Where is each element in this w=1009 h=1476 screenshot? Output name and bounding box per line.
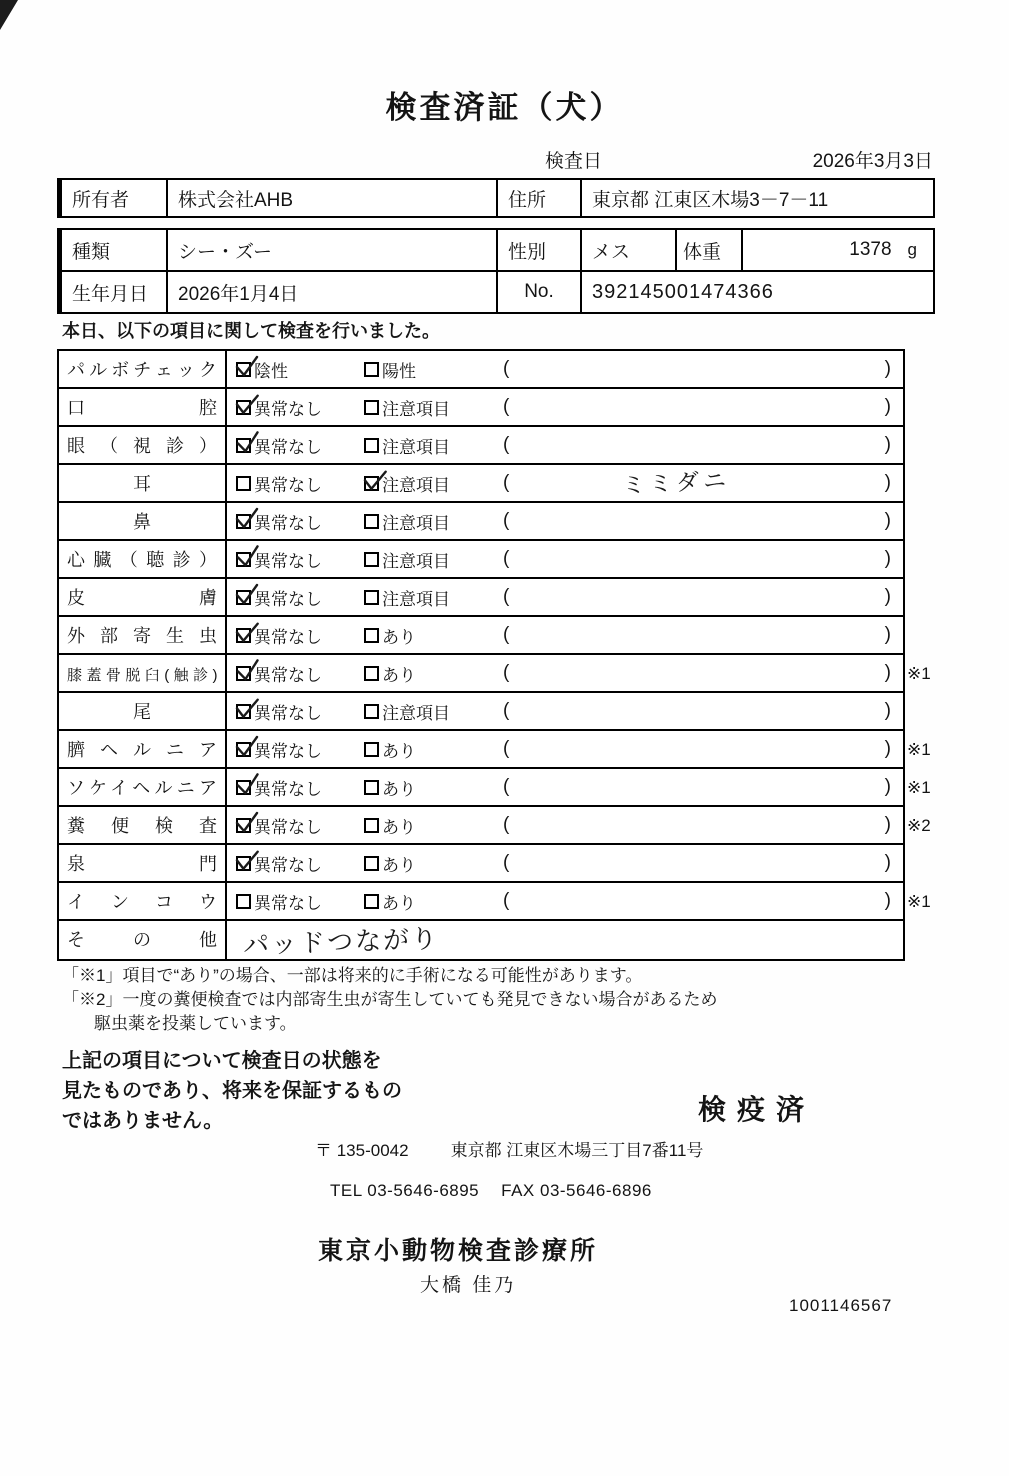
paren-close: )	[884, 586, 891, 607]
paren-close: )	[884, 434, 891, 455]
exam-footnote-mark: ※1	[907, 664, 931, 683]
exam-item-label: 口腔	[59, 389, 227, 425]
exam-item-label: 膝蓋骨脱臼(触診)	[59, 655, 227, 691]
checkbox-icon	[236, 856, 251, 871]
option-label: 陰性	[254, 361, 288, 381]
exam-note-area	[497, 655, 903, 691]
disclaimer-line-1: 上記の項目について検査日の状態を	[62, 1050, 382, 1072]
option-label: 異常なし	[254, 817, 322, 837]
statement-text: 本日、以下の項目に関して検査を行いました。	[62, 321, 440, 341]
postal-code: 〒 135-0042	[315, 1141, 409, 1160]
exam-note-area	[497, 617, 903, 653]
exam-option-1	[227, 541, 360, 577]
option-label: 陽性	[382, 361, 416, 381]
exam-row	[59, 579, 903, 617]
birthdate-value: 2026年1月4日	[168, 272, 498, 312]
weight-label: 体重	[677, 230, 743, 270]
check-mark-icon	[234, 354, 260, 379]
checkbox-icon	[364, 400, 379, 415]
check-mark-icon	[361, 467, 389, 494]
option-label: 異常なし	[254, 703, 322, 723]
exam-note-area	[497, 503, 903, 539]
paren-close: )	[884, 548, 891, 569]
exam-item-label: 皮膚	[59, 579, 227, 615]
option-label: 異常なし	[254, 589, 322, 609]
paren-open: (	[503, 358, 510, 379]
checkbox-icon	[364, 894, 379, 909]
paren-close: )	[884, 396, 891, 417]
checkbox-icon	[364, 780, 379, 795]
exam-table	[57, 349, 931, 961]
exam-item-label: 糞便検査	[59, 807, 227, 843]
clinic-address: 東京都 江東区木場三丁目7番11号	[450, 1141, 704, 1160]
paren-close: )	[884, 814, 891, 835]
paren-close: )	[884, 852, 891, 873]
veterinarian-name: 大橋 佳乃	[420, 1275, 517, 1296]
checkbox-icon	[236, 362, 251, 377]
footnote-1: 「※1」項目で“あり”の場合、一部は将来的に手術になる可能性があります。	[62, 966, 643, 985]
clinic-contact-row	[330, 1181, 652, 1201]
option-label: 異常なし	[254, 779, 322, 799]
serial-number: 1001146567	[789, 1296, 893, 1315]
checkbox-icon	[236, 438, 251, 453]
paren-open: (	[503, 738, 510, 759]
footnotes	[62, 964, 717, 1036]
exam-row	[59, 465, 903, 503]
exam-row	[59, 807, 931, 845]
exam-option-1	[227, 617, 360, 653]
exam-note-area	[497, 579, 903, 615]
clinic-address-row	[315, 1136, 703, 1161]
paren-close: )	[884, 358, 891, 379]
paren-open: (	[503, 662, 510, 683]
exam-option-2	[360, 693, 497, 729]
exam-option-2	[360, 465, 497, 501]
exam-note-handwritten: パッドつながり	[242, 922, 440, 960]
exam-option-2	[360, 579, 497, 615]
check-mark-icon	[234, 506, 260, 531]
checkbox-icon	[236, 628, 251, 643]
paren-close: )	[884, 890, 891, 911]
checkbox-icon	[236, 704, 251, 719]
exam-row	[59, 731, 931, 769]
check-mark-icon	[234, 810, 260, 835]
breed-label: 種類	[62, 230, 168, 270]
checkbox-icon	[364, 514, 379, 529]
option-label: 異常なし	[254, 551, 322, 571]
exam-option-1	[227, 427, 360, 463]
option-label: 注意項目	[382, 551, 450, 571]
exam-option-2	[360, 351, 497, 387]
exam-row	[59, 845, 903, 883]
checkbox-icon	[364, 590, 379, 605]
pet-row-2	[62, 270, 933, 312]
option-label: あり	[382, 779, 416, 799]
exam-option-2	[360, 389, 497, 425]
exam-option-2	[360, 617, 497, 653]
option-label: あり	[382, 817, 416, 837]
exam-option-1	[227, 655, 360, 691]
exam-option-2	[360, 731, 497, 767]
paren-open: (	[503, 510, 510, 531]
option-label: 注意項目	[382, 475, 450, 495]
exam-note-area	[497, 731, 903, 767]
exam-row	[59, 427, 903, 465]
exam-option-1	[227, 731, 360, 767]
breed-value: シー・ズー	[168, 230, 498, 270]
check-mark-icon	[234, 429, 261, 455]
exam-row	[59, 693, 903, 731]
option-label: 異常なし	[254, 855, 322, 875]
checkbox-icon	[364, 704, 379, 719]
exam-option-2	[360, 655, 497, 691]
clinic-name: 東京小動物検査診療所	[318, 1237, 599, 1265]
checkbox-icon	[364, 552, 379, 567]
paren-open: (	[503, 472, 510, 493]
inspection-date-row	[545, 146, 933, 173]
exam-row	[59, 541, 903, 579]
exam-option-1	[227, 579, 360, 615]
exam-item-label: その他	[59, 921, 227, 959]
exam-option-2	[360, 541, 497, 577]
paren-close: )	[884, 624, 891, 645]
exam-item-label: ソケイヘルニア	[59, 769, 227, 805]
checkbox-icon	[364, 856, 379, 871]
option-label: 異常なし	[254, 627, 322, 647]
exam-note-area	[497, 883, 903, 919]
checkbox-icon	[364, 476, 379, 491]
option-label: 注意項目	[382, 703, 450, 723]
paren-close: )	[884, 776, 891, 797]
address-value: 東京都 江東区木場3－7－11	[592, 189, 829, 211]
pet-table	[57, 228, 935, 314]
checkbox-icon	[364, 628, 379, 643]
paren-open: (	[503, 434, 510, 455]
birthdate-label: 生年月日	[62, 272, 168, 312]
paren-open: (	[503, 548, 510, 569]
option-label: 注意項目	[382, 589, 450, 609]
number-value: 392145001474366	[592, 280, 774, 303]
exam-note-area	[497, 351, 903, 387]
check-mark-icon	[233, 391, 261, 418]
quarantine-stamp: 検疫済	[698, 1094, 816, 1125]
checkbox-icon	[364, 742, 379, 757]
exam-footnote-mark: ※2	[907, 816, 931, 835]
check-mark-icon	[233, 619, 261, 646]
option-label: あり	[382, 893, 416, 913]
disclaimer-line-2: 見たものであり、将来を保証するもの	[62, 1080, 402, 1102]
option-label: あり	[382, 855, 416, 875]
exam-option-2	[360, 845, 497, 881]
exam-item-label: 尾	[59, 693, 227, 729]
exam-row	[59, 769, 931, 807]
tel-number: TEL 03-5646-6895	[330, 1181, 480, 1200]
exam-footnote-mark: ※1	[907, 740, 931, 759]
inspection-date-value: 2026年3月3日	[812, 151, 933, 172]
checkbox-icon	[236, 818, 251, 833]
exam-note-area	[497, 465, 903, 501]
disclaimer-line-3: ではありません。	[62, 1110, 224, 1132]
owner-value: 株式会社AHB	[168, 180, 498, 216]
owner-label: 所有者	[62, 180, 168, 216]
exam-note-area	[497, 807, 903, 843]
checkbox-icon	[364, 818, 379, 833]
check-mark-icon	[233, 695, 261, 722]
checkbox-icon	[236, 552, 251, 567]
sex-label: 性別	[498, 230, 582, 270]
exam-note-area	[497, 389, 903, 425]
weight-value: 1378	[849, 239, 892, 260]
exam-option-2	[360, 427, 497, 463]
paren-open: (	[503, 814, 510, 835]
pet-row-1	[62, 230, 933, 270]
check-mark-icon	[233, 847, 261, 874]
exam-item-label: 心臓（聴診）	[59, 541, 227, 577]
check-mark-icon	[234, 582, 260, 607]
exam-note-area	[497, 769, 903, 805]
checkbox-icon	[236, 666, 251, 681]
exam-row	[59, 503, 903, 541]
inspection-date-label: 検査日	[545, 151, 603, 172]
option-label: 異常なし	[254, 741, 322, 761]
exam-note-handwritten: ミミダニ	[621, 466, 731, 499]
exam-footnote-mark: ※1	[907, 892, 931, 911]
exam-option-2	[360, 883, 497, 919]
option-label: 注意項目	[382, 437, 450, 457]
fax-number: FAX 03-5646-6896	[501, 1181, 652, 1200]
disclaimer	[62, 1046, 402, 1136]
exam-item-label: パルボチェック	[59, 351, 227, 387]
exam-option-1	[227, 693, 360, 729]
exam-row	[59, 389, 903, 427]
exam-note-area	[497, 427, 903, 463]
exam-item-label: 臍ヘルニア	[59, 731, 227, 767]
option-label: 異常なし	[254, 437, 322, 457]
exam-option-2	[360, 769, 497, 805]
paren-open: (	[503, 700, 510, 721]
address-label: 住所	[498, 180, 582, 216]
checkbox-icon	[236, 514, 251, 529]
exam-option-1	[227, 503, 360, 539]
check-mark-icon	[234, 771, 261, 797]
paren-open: (	[503, 776, 510, 797]
exam-note-area	[497, 845, 903, 881]
paren-close: )	[884, 472, 891, 493]
option-label: あり	[382, 741, 416, 761]
paren-close: )	[884, 510, 891, 531]
option-label: 注意項目	[382, 513, 450, 533]
weight-unit: g	[907, 240, 917, 259]
footnote-2: 「※2」一度の糞便検査では内部寄生虫が寄生していても発見できない場合があるため	[62, 990, 718, 1009]
option-label: 異常なし	[254, 513, 322, 533]
checkbox-icon	[236, 476, 251, 491]
exam-footnote-mark: ※1	[907, 778, 931, 797]
exam-item-label: 耳	[59, 465, 227, 501]
exam-row	[59, 351, 903, 389]
exam-item-label: 外部寄生虫	[59, 617, 227, 653]
paren-close: )	[884, 738, 891, 759]
exam-option-2	[360, 503, 497, 539]
owner-table	[57, 178, 935, 218]
exam-option-1	[227, 769, 360, 805]
exam-row	[59, 655, 931, 693]
checkbox-icon	[236, 400, 251, 415]
number-label: No.	[498, 272, 582, 312]
paren-open: (	[503, 586, 510, 607]
exam-option-1	[227, 465, 360, 501]
option-label: あり	[382, 665, 416, 685]
sex-value: メス	[582, 230, 677, 270]
exam-option-1	[227, 389, 360, 425]
checkbox-icon	[364, 438, 379, 453]
paren-open: (	[503, 852, 510, 873]
checkbox-icon	[364, 362, 379, 377]
exam-option-1	[227, 845, 360, 881]
checkbox-icon	[236, 742, 251, 757]
exam-item-label: 泉門	[59, 845, 227, 881]
paren-close: )	[884, 662, 891, 683]
exam-item-label: インコウ	[59, 883, 227, 919]
option-label: 異常なし	[254, 399, 322, 419]
check-mark-icon	[234, 543, 261, 569]
exam-option-1	[227, 807, 360, 843]
paren-open: (	[503, 396, 510, 417]
paren-open: (	[503, 890, 510, 911]
option-label: 異常なし	[254, 475, 322, 495]
check-mark-icon	[234, 734, 260, 759]
exam-note-area	[497, 693, 903, 729]
page-title: 検査済証（犬）	[385, 90, 624, 125]
exam-item-label: 鼻	[59, 503, 227, 539]
checkbox-icon	[236, 590, 251, 605]
option-label: あり	[382, 627, 416, 647]
exam-item-label: 眼（視診）	[59, 427, 227, 463]
exam-option-1	[227, 351, 360, 387]
paren-close: )	[884, 700, 891, 721]
option-label: 異常なし	[254, 893, 322, 913]
exam-option-1	[227, 883, 360, 919]
paren-open: (	[503, 624, 510, 645]
footnote-2-continued: 駆虫薬を投薬しています。	[94, 1014, 297, 1033]
exam-row	[59, 617, 903, 655]
exam-note-area	[497, 541, 903, 577]
exam-option-2	[360, 807, 497, 843]
option-label: 異常なし	[254, 665, 322, 685]
checkbox-icon	[236, 894, 251, 909]
exam-row	[59, 921, 903, 959]
option-label: 注意項目	[382, 399, 450, 419]
scan-corner-artifact	[0, 0, 18, 30]
check-mark-icon	[234, 657, 261, 683]
weight-cell	[743, 230, 933, 270]
checkbox-icon	[236, 780, 251, 795]
checkbox-icon	[364, 666, 379, 681]
exam-row	[59, 883, 931, 921]
